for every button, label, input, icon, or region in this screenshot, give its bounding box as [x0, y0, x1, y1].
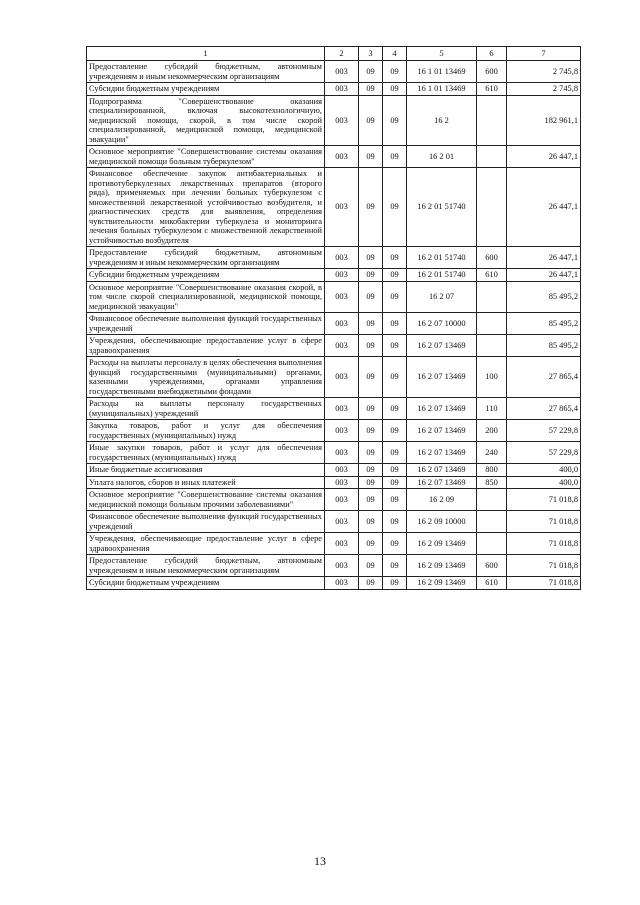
- row-name-cell: Предоставление субсидий бюджетным, автономным учреждениям и иным некоммерческим организациям: [87, 61, 325, 83]
- header-col-5: 5: [407, 47, 477, 61]
- row-expense-type: 110: [477, 398, 507, 420]
- row-amount: 2 745,8: [507, 61, 581, 83]
- row-subsection-code: 09: [383, 168, 407, 247]
- row-subsection-code: 09: [383, 555, 407, 577]
- row-amount: 400,0: [507, 464, 581, 477]
- row-section-code: 09: [359, 442, 383, 464]
- row-section-code: 09: [359, 247, 383, 269]
- table-row: [87, 61, 581, 83]
- row-target-article: 16 2 07: [407, 281, 477, 313]
- row-target-article: 16 2 07 10000: [407, 313, 477, 335]
- table-header: [87, 47, 581, 61]
- row-amount: 27 865,4: [507, 398, 581, 420]
- row-amount: 85 495,2: [507, 281, 581, 313]
- row-section-code: 09: [359, 168, 383, 247]
- row-name-cell: Уплата налогов, сборов и иных платежей: [87, 476, 325, 489]
- row-target-article: 16 2 07 13469: [407, 398, 477, 420]
- row-expense-type: 610: [477, 577, 507, 590]
- row-ministry-code: 003: [325, 464, 359, 477]
- row-amount: 85 495,2: [507, 313, 581, 335]
- row-expense-type: [477, 95, 507, 146]
- row-subsection-code: 09: [383, 464, 407, 477]
- row-target-article: 16 2: [407, 95, 477, 146]
- row-target-article: 16 2 07 13469: [407, 442, 477, 464]
- row-expense-type: 600: [477, 555, 507, 577]
- row-target-article: 16 2 09 13469: [407, 577, 477, 590]
- row-ministry-code: 003: [325, 61, 359, 83]
- table-row: [87, 489, 581, 511]
- row-ministry-code: 003: [325, 357, 359, 398]
- header-col-4: 4: [383, 47, 407, 61]
- table-row: [87, 464, 581, 477]
- row-ministry-code: 003: [325, 511, 359, 533]
- row-target-article: 16 2 07 13469: [407, 357, 477, 398]
- row-expense-type: 610: [477, 269, 507, 282]
- row-subsection-code: 09: [383, 533, 407, 555]
- table-row: [87, 247, 581, 269]
- row-ministry-code: 003: [325, 489, 359, 511]
- row-section-code: 09: [359, 269, 383, 282]
- row-ministry-code: 003: [325, 247, 359, 269]
- row-amount: 71 018,8: [507, 489, 581, 511]
- row-section-code: 09: [359, 577, 383, 590]
- budget-table: [86, 46, 581, 590]
- row-subsection-code: 09: [383, 420, 407, 442]
- row-target-article: 16 2 01: [407, 146, 477, 168]
- row-subsection-code: 09: [383, 146, 407, 168]
- row-expense-type: 850: [477, 476, 507, 489]
- row-target-article: 16 2 07 13469: [407, 464, 477, 477]
- row-name-cell: Подпрограмма "Совершенствование оказания специализированной, включая высокотехнологичную, медицинской помощи, скорой, в том числе скорой специализированной, медицинской помощи, медицинской эвакуации": [87, 95, 325, 146]
- table-row: [87, 398, 581, 420]
- row-expense-type: 240: [477, 442, 507, 464]
- row-ministry-code: 003: [325, 281, 359, 313]
- table-row: [87, 555, 581, 577]
- row-section-code: 09: [359, 420, 383, 442]
- row-amount: 57 229,8: [507, 442, 581, 464]
- row-expense-type: 100: [477, 357, 507, 398]
- row-amount: 71 018,8: [507, 577, 581, 590]
- table-row: [87, 533, 581, 555]
- row-ministry-code: 003: [325, 442, 359, 464]
- row-ministry-code: 003: [325, 313, 359, 335]
- row-ministry-code: 003: [325, 269, 359, 282]
- table-row: [87, 95, 581, 146]
- row-ministry-code: 003: [325, 95, 359, 146]
- row-name-cell: Учреждения, обеспечивающие предоставление услуг в сфере здравоохранения: [87, 533, 325, 555]
- table-row: [87, 442, 581, 464]
- row-section-code: 09: [359, 533, 383, 555]
- table-row: [87, 168, 581, 247]
- row-amount: 85 495,2: [507, 335, 581, 357]
- row-name-cell: Субсидии бюджетным учреждениям: [87, 577, 325, 590]
- header-row: [87, 47, 581, 61]
- row-target-article: 16 2 07 13469: [407, 420, 477, 442]
- row-target-article: 16 2 09: [407, 489, 477, 511]
- row-expense-type: 200: [477, 420, 507, 442]
- row-amount: 26 447,1: [507, 247, 581, 269]
- row-name-cell: Предоставление субсидий бюджетным, автономным учреждениям и иным некоммерческим организациям: [87, 555, 325, 577]
- row-subsection-code: 09: [383, 489, 407, 511]
- row-section-code: 09: [359, 95, 383, 146]
- row-ministry-code: 003: [325, 146, 359, 168]
- row-amount: 71 018,8: [507, 533, 581, 555]
- row-target-article: 16 2 09 13469: [407, 555, 477, 577]
- row-name-cell: Субсидии бюджетным учреждениям: [87, 83, 325, 96]
- row-subsection-code: 09: [383, 442, 407, 464]
- row-name-cell: Основное мероприятие "Совершенствование оказания скорой, в том числе скорой специализированной, медицинской помощи, медицинской эвакуации": [87, 281, 325, 313]
- table-body: [87, 61, 581, 590]
- row-amount: 57 229,8: [507, 420, 581, 442]
- row-expense-type: 600: [477, 247, 507, 269]
- table-row: [87, 357, 581, 398]
- row-section-code: 09: [359, 146, 383, 168]
- row-amount: 26 447,1: [507, 146, 581, 168]
- row-ministry-code: 003: [325, 83, 359, 96]
- row-ministry-code: 003: [325, 398, 359, 420]
- row-amount: 71 018,8: [507, 511, 581, 533]
- row-ministry-code: 003: [325, 420, 359, 442]
- table-row: [87, 269, 581, 282]
- row-section-code: 09: [359, 357, 383, 398]
- row-subsection-code: 09: [383, 269, 407, 282]
- row-expense-type: 610: [477, 83, 507, 96]
- row-subsection-code: 09: [383, 83, 407, 96]
- table-row: [87, 335, 581, 357]
- row-ministry-code: 003: [325, 533, 359, 555]
- row-amount: 400,0: [507, 476, 581, 489]
- row-section-code: 09: [359, 335, 383, 357]
- row-expense-type: [477, 489, 507, 511]
- row-expense-type: [477, 313, 507, 335]
- row-name-cell: Предоставление субсидий бюджетным, автономным учреждениям и иным некоммерческим организациям: [87, 247, 325, 269]
- row-section-code: 09: [359, 398, 383, 420]
- table-row: [87, 281, 581, 313]
- header-col-6: 6: [477, 47, 507, 61]
- row-expense-type: [477, 511, 507, 533]
- table-row: [87, 476, 581, 489]
- row-subsection-code: 09: [383, 247, 407, 269]
- row-subsection-code: 09: [383, 357, 407, 398]
- row-target-article: 16 2 09 13469: [407, 533, 477, 555]
- table-row: [87, 577, 581, 590]
- row-name-cell: Финансовое обеспечение выполнения функций государственных учреждений: [87, 313, 325, 335]
- row-name-cell: Финансовое обеспечение закупок антибактериальных и противотуберкулезных лекарственных препаратов (второго ряда), применяемых при лечении больных туберкулезом с множественной лекарственной устойчивостью возбудителя, и диагностических средств для выявления, определения чувствительности микобактерии туберкулеза и мониторинга лечения больных туберкулезом с множественной лекарственной устойчивостью возбудителя: [87, 168, 325, 247]
- row-subsection-code: 09: [383, 61, 407, 83]
- row-expense-type: [477, 168, 507, 247]
- row-target-article: 16 2 01 51740: [407, 247, 477, 269]
- header-col-2: 2: [325, 47, 359, 61]
- page-number: 13: [314, 854, 326, 868]
- row-subsection-code: 09: [383, 511, 407, 533]
- row-section-code: 09: [359, 83, 383, 96]
- row-expense-type: 600: [477, 61, 507, 83]
- row-target-article: 16 1 01 13469: [407, 61, 477, 83]
- row-section-code: 09: [359, 61, 383, 83]
- row-target-article: 16 2 07 13469: [407, 335, 477, 357]
- row-amount: 71 018,8: [507, 555, 581, 577]
- row-subsection-code: 09: [383, 398, 407, 420]
- row-name-cell: Основное мероприятие "Совершенствование системы оказания медицинской помощи больным туберкулезом": [87, 146, 325, 168]
- row-target-article: 16 2 07 13469: [407, 476, 477, 489]
- table-row: [87, 511, 581, 533]
- row-name-cell: Учреждения, обеспечивающие предоставление услуг в сфере здравоохранения: [87, 335, 325, 357]
- row-ministry-code: 003: [325, 335, 359, 357]
- row-ministry-code: 003: [325, 476, 359, 489]
- row-subsection-code: 09: [383, 281, 407, 313]
- row-expense-type: [477, 533, 507, 555]
- header-col-1: 1: [87, 47, 325, 61]
- row-section-code: 09: [359, 281, 383, 313]
- header-col-3: 3: [359, 47, 383, 61]
- row-amount: 182 961,1: [507, 95, 581, 146]
- row-amount: 27 865,4: [507, 357, 581, 398]
- row-name-cell: Иные бюджетные ассигнования: [87, 464, 325, 477]
- row-name-cell: Основное мероприятие "Совершенствование системы оказания медицинской помощи больным прочими заболеваниями": [87, 489, 325, 511]
- row-target-article: 16 2 09 10000: [407, 511, 477, 533]
- row-subsection-code: 09: [383, 95, 407, 146]
- row-section-code: 09: [359, 313, 383, 335]
- row-target-article: 16 2 01 51740: [407, 269, 477, 282]
- row-section-code: 09: [359, 555, 383, 577]
- row-name-cell: Финансовое обеспечение выполнения функций государственных учреждений: [87, 511, 325, 533]
- table-row: [87, 420, 581, 442]
- row-ministry-code: 003: [325, 555, 359, 577]
- row-name-cell: Субсидии бюджетным учреждениям: [87, 269, 325, 282]
- row-amount: 26 447,1: [507, 168, 581, 247]
- row-expense-type: 800: [477, 464, 507, 477]
- row-subsection-code: 09: [383, 313, 407, 335]
- row-name-cell: Закупка товаров, работ и услуг для обеспечения государственных (муниципальных) нужд: [87, 420, 325, 442]
- row-target-article: 16 1 01 13469: [407, 83, 477, 96]
- row-section-code: 09: [359, 476, 383, 489]
- table-row: [87, 146, 581, 168]
- row-name-cell: Расходы на выплаты персоналу в целях обеспечения выполнения функций государственными (муниципальными) органами, казенными учреждениями, органами управления государственными внебюджетными фондами: [87, 357, 325, 398]
- row-name-cell: Иные закупки товаров, работ и услуг для обеспечения государственных (муниципальных) нужд: [87, 442, 325, 464]
- row-name-cell: Расходы на выплаты персоналу государственных (муниципальных) учреждений: [87, 398, 325, 420]
- row-target-article: 16 2 01 51740: [407, 168, 477, 247]
- row-subsection-code: 09: [383, 577, 407, 590]
- row-expense-type: [477, 146, 507, 168]
- row-expense-type: [477, 335, 507, 357]
- row-section-code: 09: [359, 511, 383, 533]
- header-col-7: 7: [507, 47, 581, 61]
- row-amount: 26 447,1: [507, 269, 581, 282]
- table-row: [87, 313, 581, 335]
- row-ministry-code: 003: [325, 168, 359, 247]
- row-section-code: 09: [359, 489, 383, 511]
- table-row: [87, 83, 581, 96]
- row-ministry-code: 003: [325, 577, 359, 590]
- row-amount: 2 745,8: [507, 83, 581, 96]
- row-subsection-code: 09: [383, 335, 407, 357]
- row-section-code: 09: [359, 464, 383, 477]
- row-subsection-code: 09: [383, 476, 407, 489]
- row-expense-type: [477, 281, 507, 313]
